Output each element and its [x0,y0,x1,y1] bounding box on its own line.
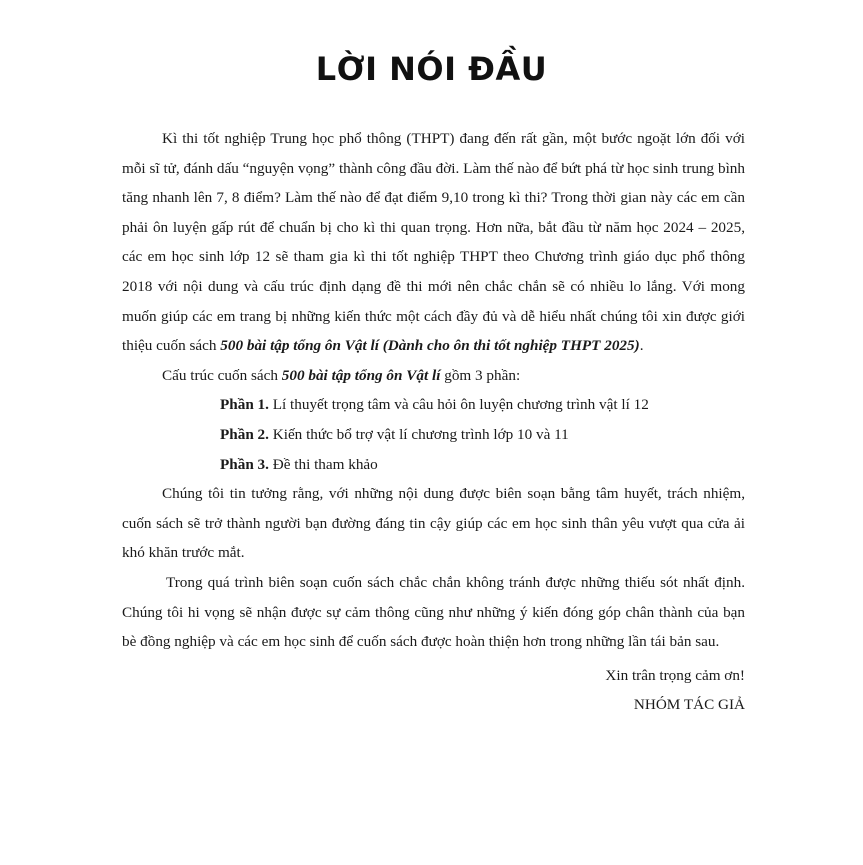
part-item [122,390,745,420]
closing-line: Xin trân trọng cảm ơn! [605,666,745,684]
part-label: Phần 3. [220,455,269,473]
book-title-full: 500 bài tập tổng ôn Vật lí (Dành cho ôn thi tốt nghiệp THPT 2025) [220,337,640,355]
part-item [122,450,745,480]
intro-end: . [639,337,644,355]
structure-paragraph [122,361,745,391]
part-item [122,420,745,450]
document-body [122,124,745,720]
part-text: Đề thi tham khảo [268,455,378,473]
author-signature: NHÓM TÁC GIẢ [633,696,745,714]
part-text: Lí thuyết trọng tâm và câu hỏi ôn luyện chương trình vật lí 12 [268,396,649,414]
intro-paragraph [122,124,745,361]
structure-suffix: gồm 3 phần: [440,366,521,384]
book-title-short: 500 bài tập tổng ôn Vật lí [281,366,441,384]
part-text: Kiến thức bổ trợ vật lí chương trình lớp 10 và 11 [268,425,569,443]
belief-paragraph: Chúng tôi tin tưởng rằng, với những nội dung được biên soạn bằng tâm huyết, trách nhiệm, cuốn sách sẽ trở thành người bạn đường đáng tin cậy giúp các em học sinh thân yêu vượt qua cửa ải khó khăn trước mắt. [122,485,745,562]
intro-text: Kì thi tốt nghiệp Trung học phổ thông (THPT) đang đến rất gần, một bước ngoặt lớn đối với mỗi sĩ tử, đánh dấu “nguyện vọng” thành công đầu đời. Làm thế nào để bứt phá từ học sinh trung bình tăng nhanh lên 7, 8 điểm? Làm thế nào để đạt điểm 9,10 trong kì thi? Trong thời gian này các em cần phải ôn luyện gấp rút để chuẩn bị cho kì thi quan trọng. Hơn nữa, bắt đầu từ năm học 2024 – 2025, các em học sinh lớp 12 sẽ tham gia kì thi tốt nghiệp THPT theo Chương trình giáo dục phổ thông 2018 với nội dung và cấu trúc định dạng đề thi mới nên chắc chắn sẽ có nhiều lo lắng. Với mong muốn giúp các em trang bị những kiến thức một cách đầy đủ và dễ hiểu nhất chúng tôi xin được giới thiệu cuốn sách [122,130,745,355]
page-title: LỜI NÓI ĐẦU [315,50,548,88]
part-label: Phần 1. [220,396,269,414]
structure-prefix: Cấu trúc cuốn sách [162,366,282,384]
part-label: Phần 2. [220,425,269,443]
apology-paragraph: Trong quá trình biên soạn cuốn sách chắc chắn không tránh được những thiếu sót nhất định. Chúng tôi hi vọng sẽ nhận được sự cảm thông cũng như những ý kiến đóng góp chân thành của bạn bè đồng nghiệp và các em học sinh để cuốn sách được hoàn thiện hơn trong những lần tái bản sau. [122,573,745,651]
